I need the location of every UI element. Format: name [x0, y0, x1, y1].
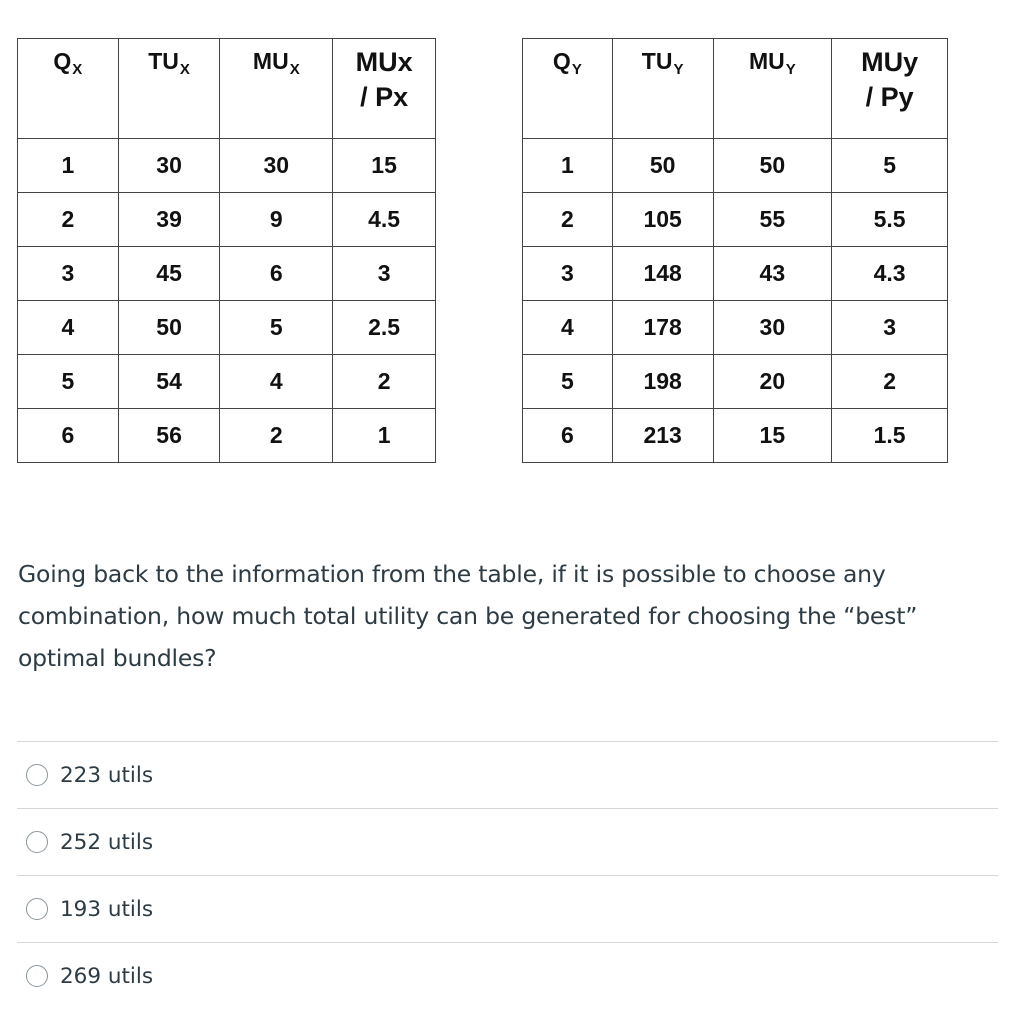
radio-button[interactable]	[26, 764, 48, 786]
table-row	[523, 247, 948, 301]
header-muy-py: MUy / Py	[832, 39, 948, 139]
table-cell: 6	[18, 409, 119, 463]
table-row	[523, 355, 948, 409]
table-cell: 6	[220, 247, 333, 301]
table-row	[18, 409, 436, 463]
table-cell: 3	[333, 247, 436, 301]
table-cell: 1	[333, 409, 436, 463]
table-cell: 2	[832, 355, 948, 409]
header-tux: $TU_X$	[118, 39, 220, 139]
table-cell: 1.5	[832, 409, 948, 463]
radio-button[interactable]	[26, 831, 48, 853]
table-cell: 50	[612, 139, 713, 193]
table-cell: 30	[118, 139, 220, 193]
table-cell: 20	[713, 355, 832, 409]
table-cell: 2.5	[333, 301, 436, 355]
header-qx: $Q_X$	[18, 39, 119, 139]
table-cell: 4.5	[333, 193, 436, 247]
table-cell: 5	[18, 355, 119, 409]
radio-button[interactable]	[26, 965, 48, 987]
table-row	[18, 247, 436, 301]
header-mux: $MU_X$	[220, 39, 333, 139]
table-cell: 105	[612, 193, 713, 247]
answer-option[interactable]	[17, 942, 998, 1009]
table-cell: 5	[832, 139, 948, 193]
answer-label: 223 utils	[60, 762, 154, 788]
table-row	[523, 301, 948, 355]
table-cell: 198	[612, 355, 713, 409]
table-header-row	[523, 39, 948, 139]
table-cell: 2	[220, 409, 333, 463]
table-cell: 3	[832, 301, 948, 355]
table-cell: 45	[118, 247, 220, 301]
table-cell: 4	[18, 301, 119, 355]
table-row	[523, 409, 948, 463]
table-cell: 9	[220, 193, 333, 247]
table-row	[18, 139, 436, 193]
answer-choices	[17, 741, 998, 1009]
table-cell: 5	[220, 301, 333, 355]
table-cell: 4	[523, 301, 613, 355]
answer-option[interactable]	[17, 875, 998, 942]
table-cell: 15	[713, 409, 832, 463]
table-cell: 5	[523, 355, 613, 409]
table-cell: 55	[713, 193, 832, 247]
answer-label: 269 utils	[60, 963, 154, 989]
table-cell: 50	[713, 139, 832, 193]
table-header-row	[18, 39, 436, 139]
table-cell: 6	[523, 409, 613, 463]
table-row	[18, 301, 436, 355]
table-cell: 43	[713, 247, 832, 301]
table-cell: 178	[612, 301, 713, 355]
table-cell: 4	[220, 355, 333, 409]
table-cell: 5.5	[832, 193, 948, 247]
table-row	[18, 193, 436, 247]
table-row	[523, 193, 948, 247]
table-cell: 2	[523, 193, 613, 247]
answer-label: 193 utils	[60, 896, 154, 922]
table-good-y	[522, 38, 948, 463]
header-qy: $Q_Y$	[523, 39, 613, 139]
table-cell: 54	[118, 355, 220, 409]
header-tuy: $TU_Y$	[612, 39, 713, 139]
table-cell: 2	[333, 355, 436, 409]
answer-label: 252 utils	[60, 829, 154, 855]
table-cell: 39	[118, 193, 220, 247]
table-cell: 2	[18, 193, 119, 247]
table-cell: 30	[713, 301, 832, 355]
table-cell: 4.3	[832, 247, 948, 301]
table-row	[18, 355, 436, 409]
table-cell: 3	[18, 247, 119, 301]
radio-button[interactable]	[26, 898, 48, 920]
table-cell: 3	[523, 247, 613, 301]
table-cell: 56	[118, 409, 220, 463]
question-text: Going back to the information from the table, if it is possible to choose any combination, how much total utility can be generated for choosing the “best” optimal bundles?	[18, 560, 918, 672]
table-cell: 213	[612, 409, 713, 463]
table-cell: 1	[523, 139, 613, 193]
table-cell: 148	[612, 247, 713, 301]
table-cell: 15	[333, 139, 436, 193]
table-row	[523, 139, 948, 193]
table-good-x	[17, 38, 436, 463]
table-cell: 50	[118, 301, 220, 355]
answer-option[interactable]	[17, 741, 998, 808]
header-muy: $MU_Y$	[713, 39, 832, 139]
header-mux-px: MUx / Px	[333, 39, 436, 139]
answer-option[interactable]	[17, 808, 998, 875]
table-cell: 30	[220, 139, 333, 193]
table-cell: 1	[18, 139, 119, 193]
